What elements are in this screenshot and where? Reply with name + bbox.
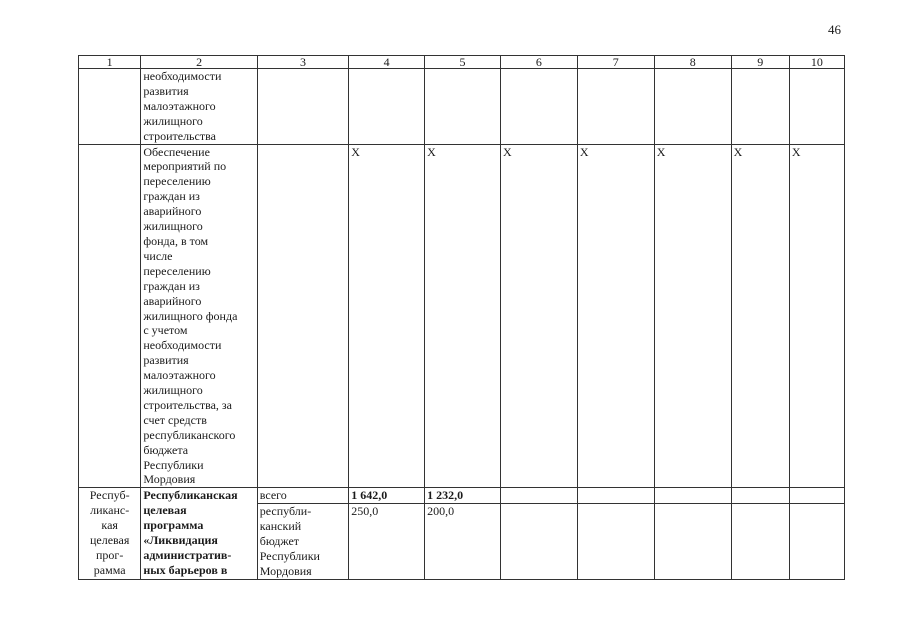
x-mark: X [500,144,577,488]
text-line: Респуб- [89,488,130,503]
text-line: Мордовия [143,472,196,487]
header-cell: 3 [257,56,348,69]
header-cell: 2 [141,56,257,69]
header-cell: 8 [654,56,731,69]
text-line: «Ликвидация [143,533,218,548]
table-row [79,488,845,504]
text-line: жилищного фонда [143,308,238,323]
text-line: необходимости [143,69,222,83]
text-line: Мордовия [259,563,312,578]
text-line: целевая [143,503,187,518]
header-cell: 7 [577,56,654,69]
text-line: аварийного [143,204,202,219]
table-row [79,144,845,488]
text-line: канский [259,519,302,534]
x-mark: X [789,144,844,488]
text-line: развития [143,83,189,98]
text-line: Обеспечение [143,144,210,159]
text-line: граждан из [143,278,200,293]
text-line: жилищного [143,113,203,128]
page-number: 46 [828,22,841,37]
header-cell: 10 [789,56,844,69]
text-line: аварийного [143,293,202,308]
header-cell: 4 [349,56,425,69]
text-line: бюджета [143,442,189,457]
funding-source-cell: всего [257,488,348,504]
text-line: жилищного [143,219,203,234]
text-line: Республиканская [143,488,238,503]
amount-cell: 250,0 [349,504,425,580]
x-mark: X [349,144,425,488]
text-line: Республики [259,549,320,563]
text-line: кая [101,518,118,533]
text-line: малоэтажного [143,368,216,383]
text-line: счет средств [143,412,207,427]
program-type-cell [79,488,141,579]
text-line: необходимости [143,338,222,353]
table-row [79,69,845,145]
x-mark: X [577,144,654,488]
amount-cell: 1 642,0 [349,488,425,504]
text-line: фонда, в том [143,233,209,248]
x-mark: X [654,144,731,488]
budget-table [78,55,845,580]
header-cell: 9 [731,56,789,69]
text-line: административ- [143,548,232,562]
header-cell: 1 [79,56,141,69]
text-line: граждан из [143,189,200,204]
funding-source-cell [257,504,348,580]
text-line: малоэтажного [143,98,216,113]
text-line: Республики [143,457,204,472]
text-line: числе [143,248,173,263]
activity-name-cell [141,69,257,145]
text-line: прог- [96,548,124,562]
text-line: переселению [143,174,211,189]
text-line: рамма [93,562,126,577]
text-line: целевая [89,533,130,548]
text-line: строительства, за [143,397,232,412]
text-line: республи- [259,504,312,519]
text-line: развития [143,353,189,368]
text-line: строительства [143,128,216,143]
text-line: программа [143,518,204,533]
header-cell: 6 [500,56,577,69]
x-mark: X [731,144,789,488]
text-line: бюджет [259,534,300,549]
text-line: мероприятий по [143,159,227,174]
x-mark: X [425,144,501,488]
header-cell: 5 [425,56,501,69]
text-line: республиканского [143,427,236,442]
amount-cell: 1 232,0 [425,488,501,504]
activity-name-cell [141,144,257,488]
text-line: ликанс- [90,503,130,518]
amount-cell: 200,0 [425,504,501,580]
text-line: переселению [143,263,211,278]
program-name-cell [141,488,257,579]
text-line: ных барьеров в [143,562,228,577]
text-line: с учетом [143,323,188,338]
text-line: жилищного [143,383,203,398]
header-row [79,56,845,69]
